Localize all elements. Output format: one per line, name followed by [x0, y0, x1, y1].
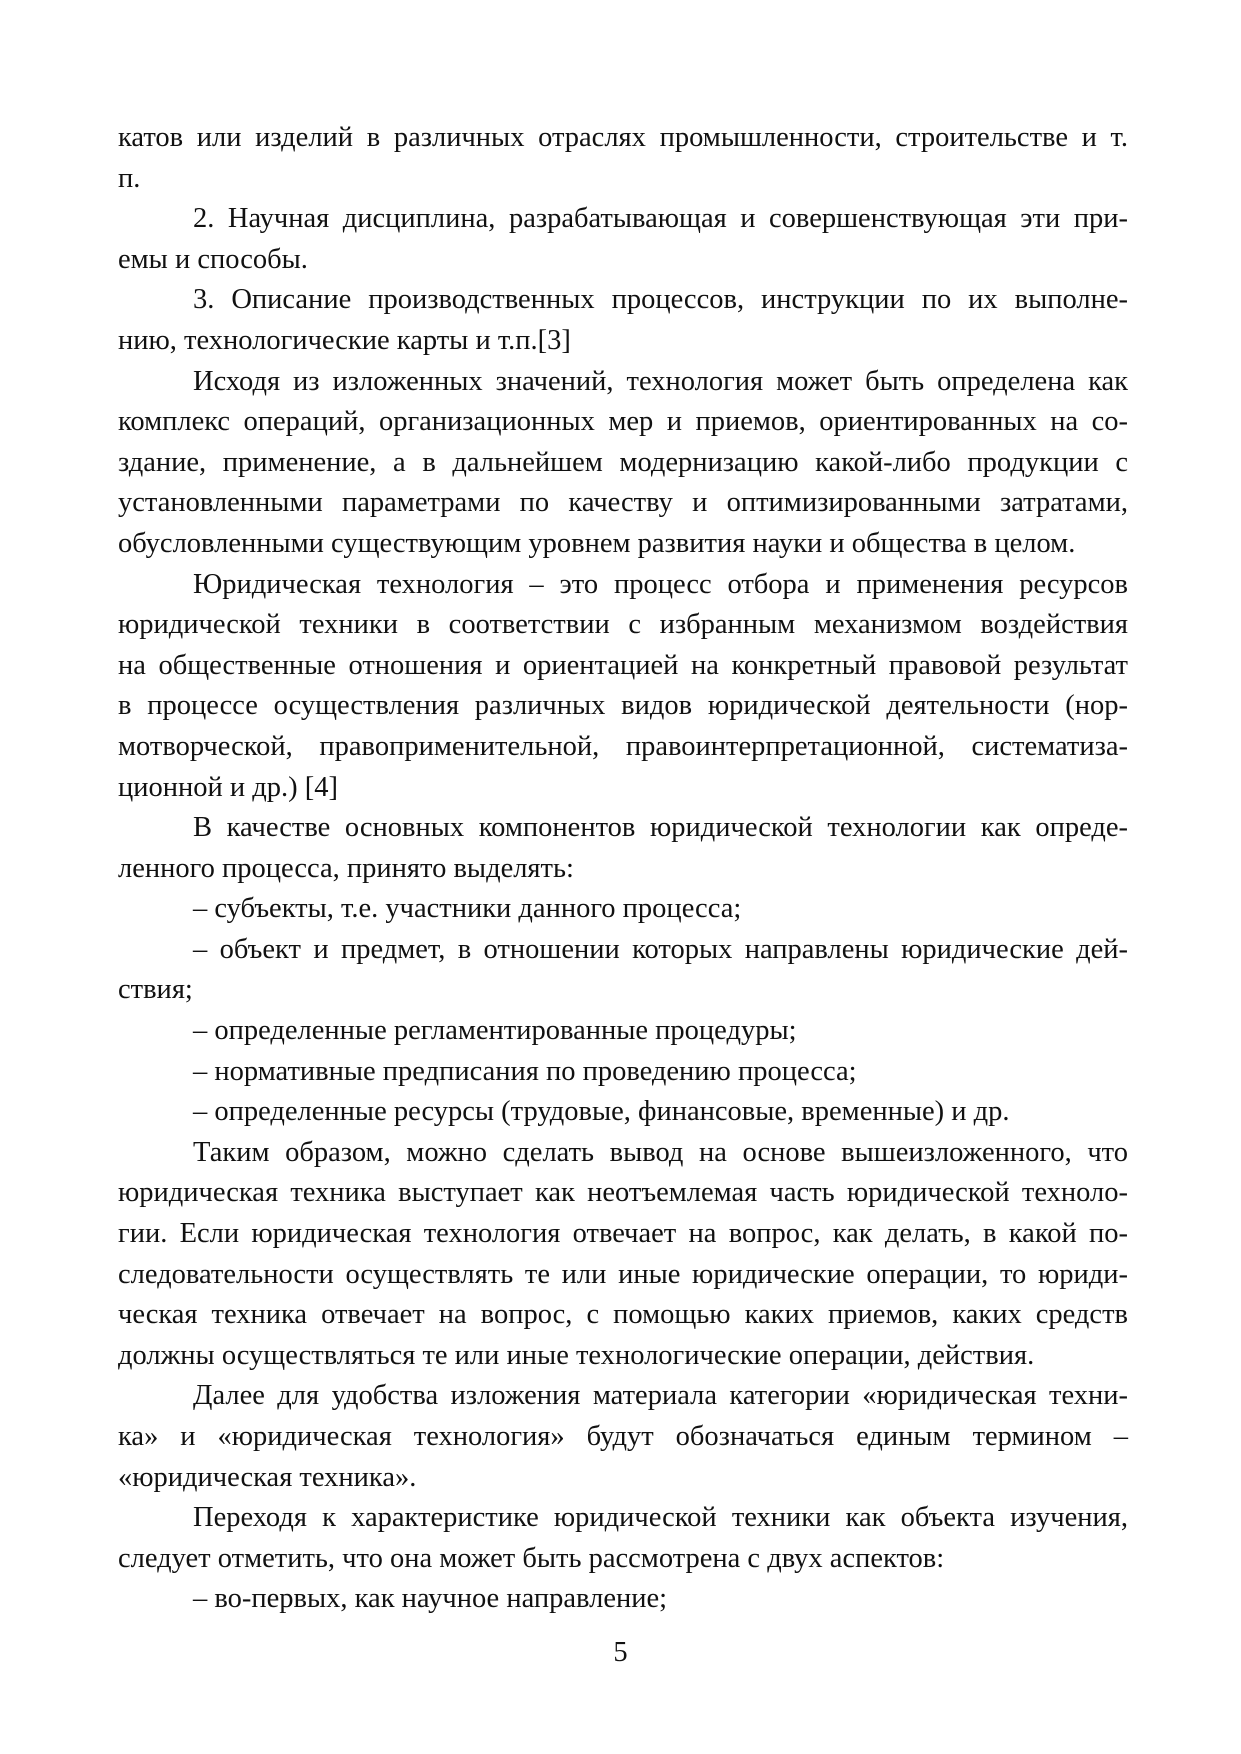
text-line: ционной и др.) [4] — [118, 771, 338, 803]
text-line: Переходя к характеристике юридической техники как объекта изучения, — [193, 1502, 1128, 1534]
text-line: юридической техники в соответствии с избранным механизмом воздействия — [118, 609, 1128, 641]
text-line: здание, применение, а в дальнейшем модернизацию какой-либо продукции с — [118, 446, 1128, 478]
paragraph — [118, 362, 1128, 565]
text-line: – определенные ресурсы (трудовые, финансовые, временные) и др. — [193, 1096, 1010, 1128]
text-line: комплекс операций, организационных мер и приемов, ориентированных на со- — [118, 406, 1128, 438]
text-line: Исходя из изложенных значений, технология может быть определена как — [193, 365, 1128, 397]
text-line: в процессе осуществления различных видов юридической деятельности (нор- — [118, 690, 1128, 722]
text-line: нию, технологические карты и т.п.[3] — [118, 324, 571, 356]
paragraph — [118, 199, 1128, 280]
text-line: юридическая техника выступает как неотъемлемая часть юридической техноло- — [118, 1177, 1128, 1209]
paragraph — [118, 1052, 1128, 1093]
text-line: 2. Научная дисциплина, разрабатывающая и совершенствующая эти при- — [193, 203, 1128, 235]
text-line: катов или изделий в различных отраслях промышленности, строительстве и т. — [118, 122, 1128, 153]
paragraph — [118, 1579, 1128, 1620]
paragraph — [118, 808, 1128, 889]
text-line: 3. Описание производственных процессов, инструкции по их выполне- — [193, 284, 1128, 316]
text-line: должны осуществляться те или иные технологические операции, действия. — [118, 1339, 1035, 1371]
text-line: В качестве основных компонентов юридической технологии как опреде- — [193, 812, 1128, 844]
paragraph — [118, 1376, 1128, 1498]
text-line: гии. Если юридическая технология отвечает на вопрос, как делать, в какой по- — [118, 1218, 1128, 1250]
text-line: – субъекты, т.е. участники данного процесса; — [193, 893, 742, 925]
text-line: «юридическая техника». — [118, 1461, 417, 1493]
text-line: ствия; — [118, 974, 193, 1006]
text-line: емы и способы. — [118, 243, 308, 275]
text-line: – объект и предмет, в отношении которых направлены юридические дей- — [193, 933, 1128, 965]
text-line: на общественные отношения и ориентацией на конкретный правовой результат — [118, 649, 1128, 681]
page-number: 5 — [613, 1637, 628, 1668]
paragraph — [118, 889, 1128, 930]
text-line: мотворческой, правоприменительной, правоинтерпретационной, систематиза- — [118, 730, 1128, 762]
paragraph — [118, 1092, 1128, 1133]
paragraph — [118, 118, 1128, 199]
paragraph — [118, 1011, 1128, 1052]
text-line: обусловленными существующим уровнем развития науки и общества в целом. — [118, 527, 1076, 559]
text-line: ка» и «юридическая технология» будут обозначаться единым термином – — [118, 1421, 1128, 1452]
paragraph — [118, 1133, 1128, 1377]
paragraph — [118, 280, 1128, 361]
text-line: – во-первых, как научное направление; — [193, 1583, 668, 1615]
text-line: Таким образом, можно сделать вывод на основе вышеизложенного, что — [193, 1136, 1128, 1168]
text-line: ленного процесса, принято выделять: — [118, 852, 574, 884]
text-line: – определенные регламентированные процедуры; — [193, 1015, 797, 1047]
text-line: установленными параметрами по качеству и оптимизированными затратами, — [118, 487, 1128, 519]
text-line: Юридическая технология – это процесс отбора и применения ресурсов — [193, 568, 1128, 600]
text-line: Далее для удобства изложения материала категории «юридическая техни- — [193, 1380, 1128, 1412]
paragraph — [118, 930, 1128, 1011]
text-line: п. — [118, 162, 141, 194]
text-line: ческая техника отвечает на вопрос, с помощью каких приемов, каких средств — [118, 1299, 1128, 1331]
text-line: – нормативные предписания по проведению процесса; — [193, 1055, 857, 1087]
paragraph — [118, 565, 1128, 809]
paragraph — [118, 1498, 1128, 1579]
text-line: следовательности осуществлять те или иные юридические операции, то юриди- — [118, 1258, 1128, 1290]
text-line: следует отметить, что она может быть рассмотрена с двух аспектов: — [118, 1542, 945, 1574]
body-text — [118, 118, 1128, 1620]
